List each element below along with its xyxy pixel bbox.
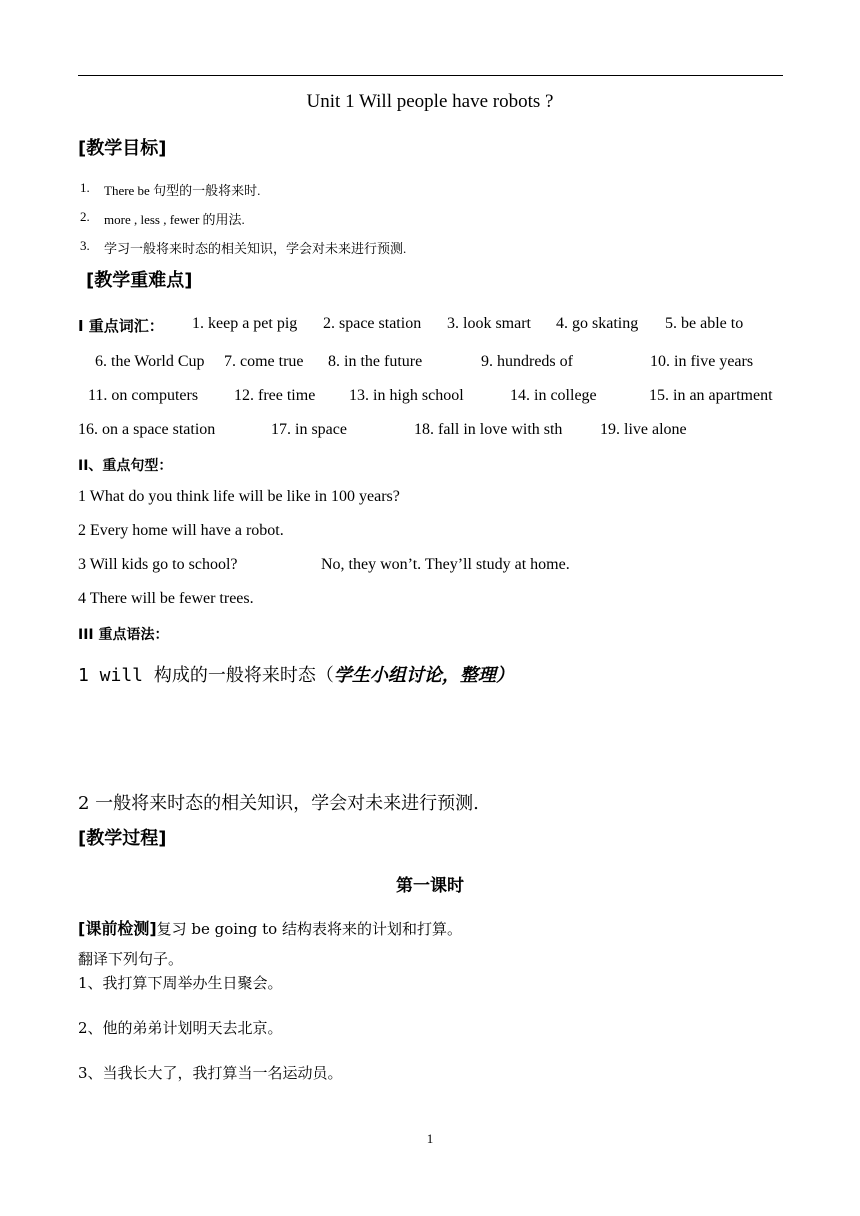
vocab-item: 17. in space <box>271 421 347 438</box>
grammar-point-1 <box>78 661 514 687</box>
vocab-item: 4. go skating <box>556 315 639 332</box>
translate-item: 1、我打算下周举办生日聚会。 <box>78 974 283 992</box>
goal-item-1: There be 句型的一般将来时. <box>104 183 261 198</box>
translate-item: 2、他的弟弟计划明天去北京。 <box>78 1019 283 1037</box>
vocab-item: 8. in the future <box>328 353 423 370</box>
vocab-item: 6. the World Cup <box>95 353 205 370</box>
precheck-label: [课前检测] <box>78 919 157 938</box>
lesson-title: 第一课时 <box>396 876 464 896</box>
key-points-heading: [教学重难点] <box>86 270 193 291</box>
vocab-item: 9. hundreds of <box>481 353 573 370</box>
grammar-point-2: 2 一般将来时态的相关知识，学会对未来进行预测. <box>78 793 479 814</box>
vocab-item: 19. live alone <box>600 421 687 438</box>
page-number: 1 <box>426 1131 434 1146</box>
goal-item-2-num: 2. <box>80 209 90 224</box>
page-title: Unit 1 Will people have robots ? <box>306 91 554 112</box>
vocab-item: 11. on computers <box>88 387 199 404</box>
vocab-item: 13. in high school <box>349 387 464 404</box>
goals-heading: [教学目标] <box>78 138 167 159</box>
vocab-item: 5. be able to <box>665 315 744 332</box>
vocab-item: 16. on a space station <box>78 421 216 438</box>
sentence-answer: No, they won’t. They’ll study at home. <box>321 556 570 573</box>
translate-label: 翻译下列句子。 <box>78 950 184 968</box>
grammar-label: III 重点语法： <box>78 627 169 643</box>
goal-item-2: more , less , fewer 的用法. <box>104 212 245 227</box>
vocab-item: 15. in an apartment <box>649 387 773 404</box>
grammar-point-1-text: 1 will 构成的一般将来时态（ <box>78 665 334 686</box>
goal-item-3-num: 3. <box>80 238 90 253</box>
sentences-label: II、重点句型： <box>78 458 173 474</box>
sentence-item: 2 Every home will have a robot. <box>78 522 284 539</box>
vocab-item: 10. in five years <box>650 353 754 370</box>
goal-item-1-num: 1. <box>80 180 90 195</box>
translate-item: 3、当我长大了，我打算当一名运动员。 <box>78 1064 343 1082</box>
vocab-item: 7. come true <box>224 353 304 370</box>
sentence-item: 4 There will be fewer trees. <box>78 590 254 607</box>
vocab-item: 3. look smart <box>447 315 531 332</box>
header-rule <box>78 75 783 76</box>
grammar-point-1-emphasis: 学生小组讨论，整理） <box>333 665 514 686</box>
vocab-item: 1. keep a pet pig <box>192 315 298 332</box>
vocab-label: Ⅰ 重点词汇： <box>78 317 164 335</box>
vocab-item: 12. free time <box>234 387 316 404</box>
process-heading: [教学过程] <box>78 828 167 849</box>
sentence-item: 3 Will kids go to school? <box>78 556 238 573</box>
vocab-item: 2. space station <box>323 315 422 332</box>
sentence-item: 1 What do you think life will be like in 100 years? <box>78 488 400 505</box>
vocab-item: 14. in college <box>510 387 597 404</box>
precheck-text: 复习 be going to 结构表将来的计划和打算。 <box>156 920 462 938</box>
goal-item-3: 学习一般将来时态的相关知识，学会对未来进行预测. <box>104 241 407 256</box>
vocab-item: 18. fall in love with sth <box>414 421 563 438</box>
precheck-line <box>78 916 462 939</box>
